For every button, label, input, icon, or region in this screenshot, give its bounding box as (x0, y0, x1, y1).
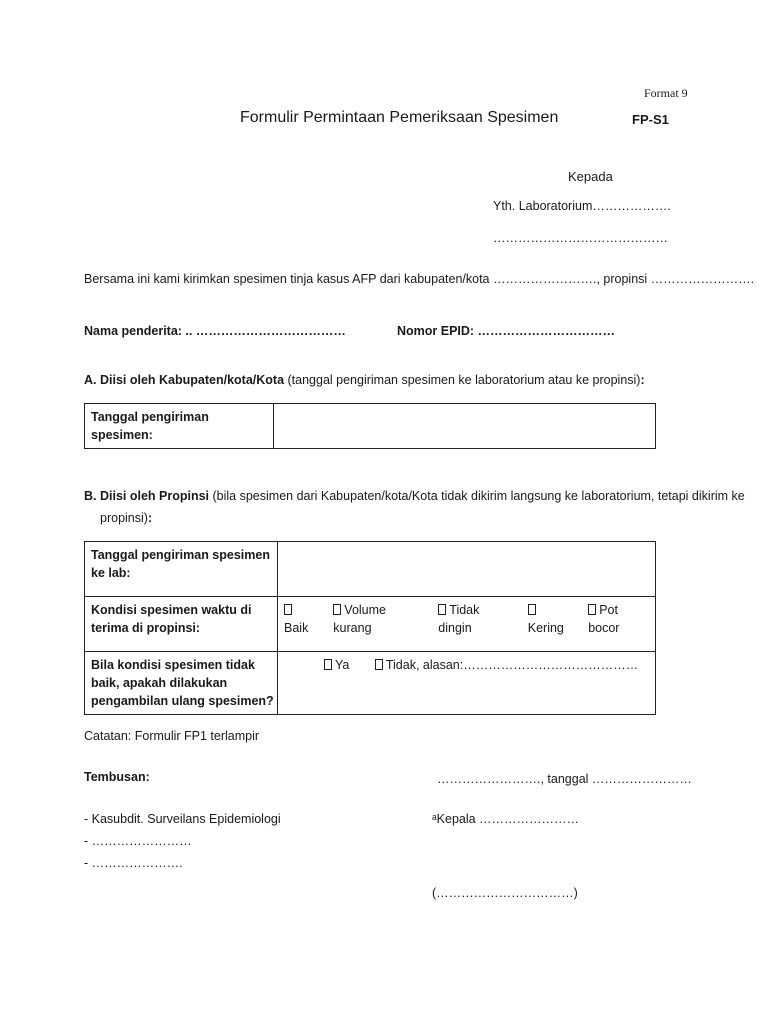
option-baik-label: Baik (284, 621, 309, 635)
format-label: Format 9 (644, 86, 688, 100)
option-volume-kurang-label: Volume kurang (333, 603, 386, 635)
form-title: Formulir Permintaan Pemeriksaan Spesimen (240, 109, 559, 126)
section-b-table (84, 541, 656, 715)
option-ya[interactable] (324, 658, 349, 672)
lab-shipping-date-label: Tanggal pengiriman spesimen ke lab: (85, 542, 278, 597)
checkbox-icon[interactable] (375, 659, 383, 670)
option-baik[interactable] (284, 601, 317, 637)
option-kering[interactable] (528, 601, 572, 637)
patient-name-line: Nama penderita: .. ……………………………… (84, 324, 346, 338)
section-b-heading-bold: B. Diisi oleh Propinsi (84, 489, 210, 503)
section-b-heading-rest-2: propinsi) (100, 511, 148, 525)
section-b-heading-rest: (bila spesimen dari Kabupaten/kota/Kota tidak dikirim langsung ke laboratorium, tetapi dikirim ke (209, 489, 745, 503)
place-date-line: ……………………., tanggal …………………… (437, 772, 692, 786)
section-a-table (84, 403, 656, 449)
cc-item: - Kasubdit. Surveilans Epidemiologi (84, 812, 281, 826)
cc-label: Tembusan: (84, 770, 150, 784)
recipient-to: Kepada (568, 169, 613, 184)
option-tidak[interactable] (375, 658, 638, 672)
recipient-lab-line: Yth. Laboratorium………………. (493, 199, 671, 213)
option-tidak-dingin[interactable] (438, 601, 511, 637)
section-a-heading-colon: : (640, 373, 645, 387)
signatory-name-line: (……………………………) (432, 886, 578, 900)
epid-number-line: Nomor EPID: …………………………… (397, 324, 616, 338)
lab-shipping-date-field[interactable] (278, 542, 656, 597)
recipient-dots-line: …………………………………… (493, 231, 668, 245)
option-pot-bocor[interactable] (588, 601, 649, 637)
option-volume-kurang[interactable] (333, 601, 422, 637)
note-text: Catatan: Formulir FP1 terlampir (84, 729, 260, 743)
specimen-condition-label: Kondisi spesimen waktu di terima di propinsi: (85, 597, 278, 652)
section-a-heading-bold: A. Diisi oleh Kabupaten/kota/Kota (84, 373, 285, 387)
option-kering-label: Kering (527, 621, 564, 635)
form-code: FP-S1 (632, 112, 669, 127)
intro-text: Bersama ini kami kirimkan spesimen tinja kasus AFP dari kabupaten/kota ……………………., propinsi ……………………. (84, 272, 755, 286)
specimen-condition-options (278, 597, 656, 652)
section-a-heading (84, 373, 645, 387)
option-tidak-dingin-label: Tidak dingin (438, 603, 480, 635)
section-b-heading-cont (100, 511, 152, 525)
cc-item: - …………………… (84, 834, 192, 848)
section-b-heading-colon: : (147, 511, 153, 525)
checkbox-icon[interactable] (528, 604, 536, 615)
resample-options (278, 652, 656, 715)
checkbox-icon[interactable] (333, 604, 341, 615)
head-signature-line: ᵃKepala …………………… (432, 812, 580, 826)
checkbox-icon[interactable] (324, 659, 332, 670)
option-tidak-label: Tidak, alasan:…………………………………… (385, 658, 639, 672)
option-pot-bocor-label: Pot bocor (588, 603, 620, 635)
checkbox-icon[interactable] (588, 604, 596, 615)
option-ya-label: Ya (335, 658, 350, 672)
checkbox-icon[interactable] (438, 604, 446, 615)
shipping-date-label: Tanggal pengiriman spesimen: (85, 404, 274, 449)
section-a-heading-rest: (tanggal pengiriman spesimen ke laboratorium atau ke propinsi) (284, 373, 641, 387)
cc-item: - …………………. (84, 856, 183, 870)
checkbox-icon[interactable] (284, 604, 292, 615)
shipping-date-field[interactable] (274, 404, 656, 449)
section-b-heading (84, 489, 745, 503)
resample-question-label: Bila kondisi spesimen tidak baik, apakah dilakukan pengambilan ulang spesimen? (85, 652, 278, 715)
